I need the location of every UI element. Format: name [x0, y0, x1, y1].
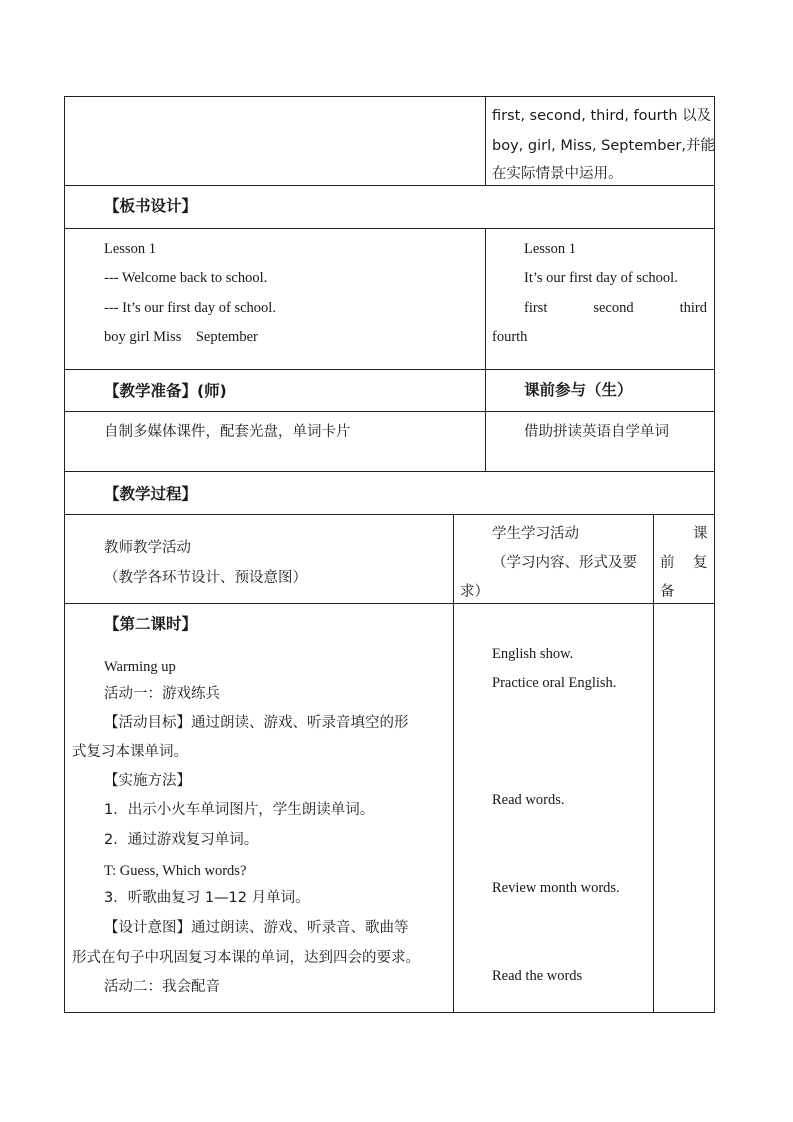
col-student-subtitle: （学习内容、形式及要	[492, 555, 637, 571]
table-border	[64, 369, 715, 370]
objectives-line-3: 在实际情景中运用。	[492, 166, 623, 182]
activity-goal-line-1: 【活动目标】通过朗读、游戏、听录音填空的形	[104, 715, 409, 731]
ordinal-third: third	[679, 300, 707, 316]
student-activity-3: Read words.	[492, 792, 565, 808]
activity-1: 活动一：游戏练兵	[104, 686, 220, 702]
col-prep-line-1: 课	[693, 526, 708, 542]
col-teacher-title: 教师教学活动	[104, 540, 191, 556]
method-step-2: 2．通过游戏复习单词。	[104, 832, 259, 848]
ordinal-first: first	[524, 300, 548, 316]
guess-line: T: Guess, Which words?	[104, 863, 247, 879]
activity-2: 活动二：我会配音	[104, 979, 220, 995]
table-border	[64, 96, 715, 97]
table-border	[64, 603, 715, 604]
table-border	[714, 96, 715, 1013]
board-design-header: 【板书设计】	[104, 197, 198, 215]
method-step-1: 1．出示小火车单词图片，学生朗读单词。	[104, 802, 375, 818]
board-right-line-4: fourth	[492, 329, 528, 345]
col-student-subtitle-end: 求）	[460, 584, 489, 600]
table-border	[64, 514, 715, 515]
method-step-3: 3．听歌曲复习 1—12 月单词。	[104, 890, 310, 906]
col-prep-line-2b: 复	[693, 555, 708, 571]
student-activity-5: Read the words	[492, 968, 583, 984]
ordinal-second: second	[593, 300, 634, 316]
activity-goal-line-2: 式复习本课单词。	[72, 744, 188, 760]
student-activity-1: English show.	[492, 646, 574, 662]
student-activity-4: Review month words.	[492, 880, 620, 896]
table-border	[453, 514, 454, 1013]
board-right-ordinals	[524, 298, 707, 318]
objectives-line-1: first, second, third, fourth 以及	[492, 108, 712, 124]
col-prep-line-3: 备	[660, 584, 675, 600]
table-border	[64, 1012, 715, 1013]
method-header: 【实施方法】	[104, 773, 191, 789]
col-teacher-subtitle: （教学各环节设计、预设意图）	[104, 570, 307, 586]
teacher-prep-header: 【教学准备】(师)	[104, 382, 227, 400]
table-border	[64, 471, 715, 472]
table-border	[64, 185, 715, 186]
objectives-line-2: boy, girl, Miss, September,并能	[492, 138, 715, 154]
board-left-line-3: --- It’s our first day of school.	[104, 300, 276, 316]
lesson-title: 【第二课时】	[104, 615, 198, 633]
table-border	[485, 96, 486, 186]
col-prep-line-2a: 前	[660, 555, 675, 571]
design-intent-line-1: 【设计意图】通过朗读、游戏、听录音、歌曲等	[104, 920, 409, 936]
student-prep-header: 课前参与（生）	[524, 381, 633, 399]
table-border	[64, 411, 715, 412]
board-left-line-4: boy girl Miss September	[104, 329, 258, 345]
board-left-line-1: Lesson 1	[104, 241, 156, 257]
student-prep-text: 借助拼读英语自学单词	[524, 424, 669, 440]
table-border	[485, 228, 486, 472]
table-border	[64, 228, 715, 229]
table-border	[653, 514, 654, 1013]
warming-up: Warming up	[104, 659, 176, 675]
teacher-prep-text: 自制多媒体课件，配套光盘，单词卡片	[104, 424, 351, 440]
col-student-title: 学生学习活动	[492, 526, 579, 542]
process-header: 【教学过程】	[104, 485, 198, 503]
board-left-line-2: --- Welcome back to school.	[104, 270, 268, 286]
board-right-line-1: Lesson 1	[524, 241, 576, 257]
table-border	[64, 96, 65, 1013]
student-activity-2: Practice oral English.	[492, 675, 617, 691]
design-intent-line-2: 形式在句子中巩固复习本课的单词，达到四会的要求。	[72, 950, 420, 966]
board-right-line-2: It’s our first day of school.	[524, 270, 678, 286]
